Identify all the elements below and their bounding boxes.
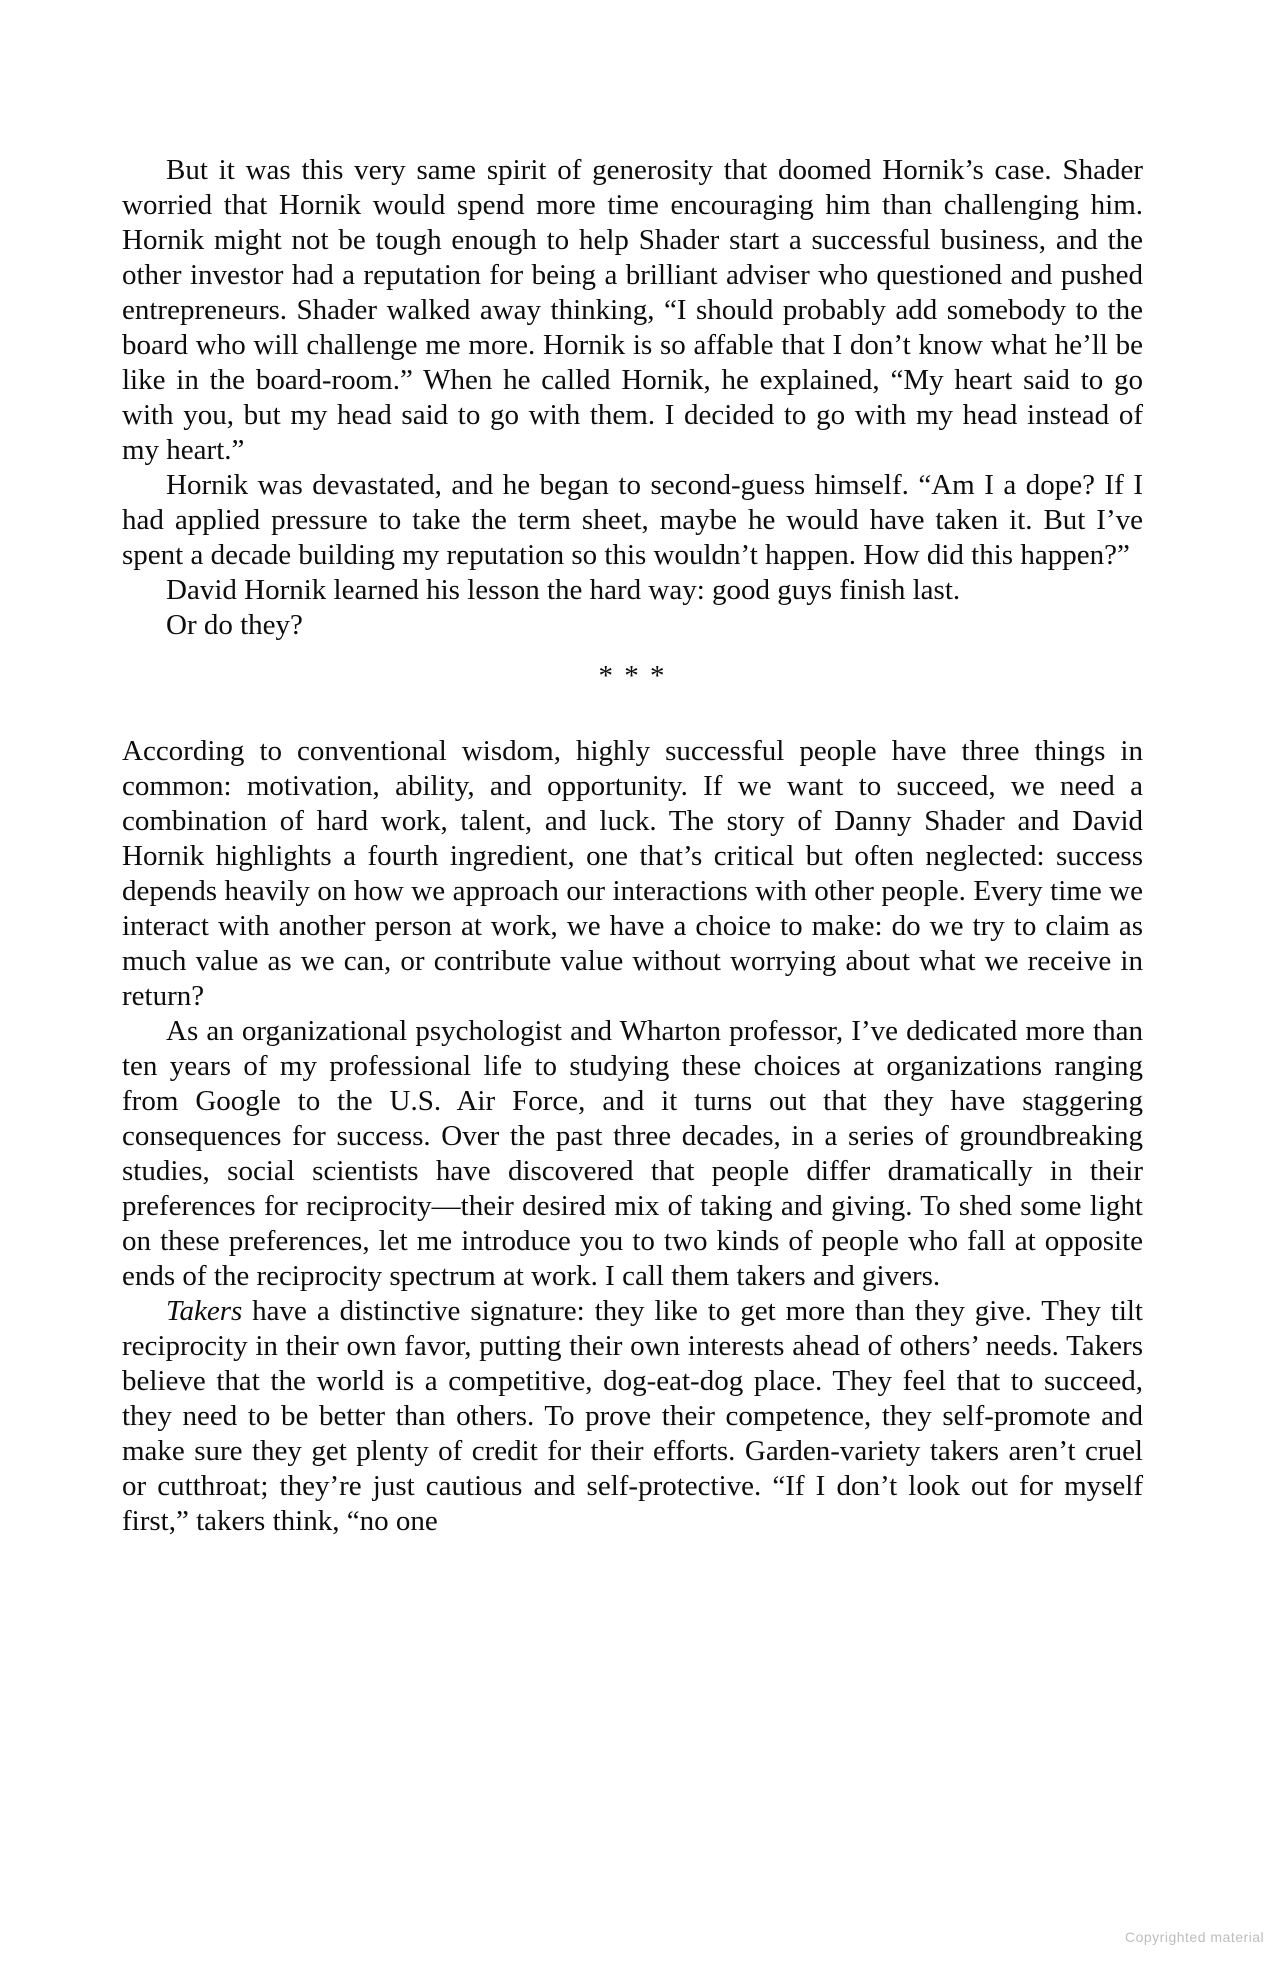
section-break-asterisks: * * * [598, 660, 667, 692]
body-text-column [122, 153, 1143, 1539]
paragraph-hornik-doomed: But it was this very same spirit of generosity that doomed Hornik’s case. Shader worried that Hornik would spend more time encouraging him than challenging him. Hornik might not be tough enough to help Shader start a successful business, and the other investor had a reputation for being a brilliant adviser who questioned and pushed entrepreneurs. Shader walked away thinking, “I should probably add somebody to the board who will challenge me more. Hornik is so affable that I don’t know what he’ll be like in the board-room.” When he called Hornik, he explained, “My heart said to go with you, but my head said to go with them. I decided to go with my head instead of my heart.” [122, 154, 1143, 466]
paragraph-lesson-learned: David Hornik learned his lesson the hard way: good guys finish last. [166, 574, 961, 606]
paragraph-or-do-they: Or do they? [166, 609, 303, 641]
paragraph-hornik-devastated: Hornik was devastated, and he began to second-guess himself. “Am I a dope? If I had applied pressure to take the term sheet, maybe he would have taken it. But I’ve spent a decade building my reputation so this wouldn’t happen. How did this happen?” [122, 469, 1143, 571]
takers-paragraph-rest: have a distinctive signature: they like to get more than they give. They tilt reciprocity in their own favor, putting their own interests ahead of others’ needs. Takers believe that the world is a competitive, dog-eat-dog place. They feel that to succeed, they need to be better than others. To prove their competence, they self-promote and make sure they get plenty of credit for their efforts. Garden-variety takers aren’t cruel or cutthroat; they’re just cautious and self-protective. “If I don’t look out for myself first,” takers think, “no one [122, 1295, 1143, 1537]
copyrighted-material-watermark: Copyrighted material [1125, 1929, 1265, 1945]
paragraph-takers [122, 1294, 1143, 1539]
paragraph-organizational-psychologist: As an organizational psychologist and Wharton professor, I’ve dedicated more than ten years of my professional life to studying these choices at organizations ranging from Google to the U.S. Air Force, and it turns out that they have staggering consequences for success. Over the past three decades, in a series of groundbreaking studies, social scientists have discovered that people differ dramatically in their preferences for reciprocity—their desired mix of taking and giving. To shed some light on these preferences, let me introduce you to two kinds of people who fall at opposite ends of the reciprocity spectrum at work. I call them takers and givers. [122, 1015, 1143, 1292]
takers-italic-lead: Takers [166, 1295, 243, 1327]
paragraph-conventional-wisdom: According to conventional wisdom, highly successful people have three things in common: motivation, ability, and opportunity. If we want to succeed, we need a combination of hard work, talent, and luck. The story of Danny Shader and David Hornik highlights a fourth ingredient, one that’s critical but often neglected: success depends heavily on how we approach our interactions with other people. Every time we interact with another person at work, we have a choice to make: do we try to claim as much value as we can, or contribute value without worrying about what we receive in return? [122, 735, 1143, 1012]
